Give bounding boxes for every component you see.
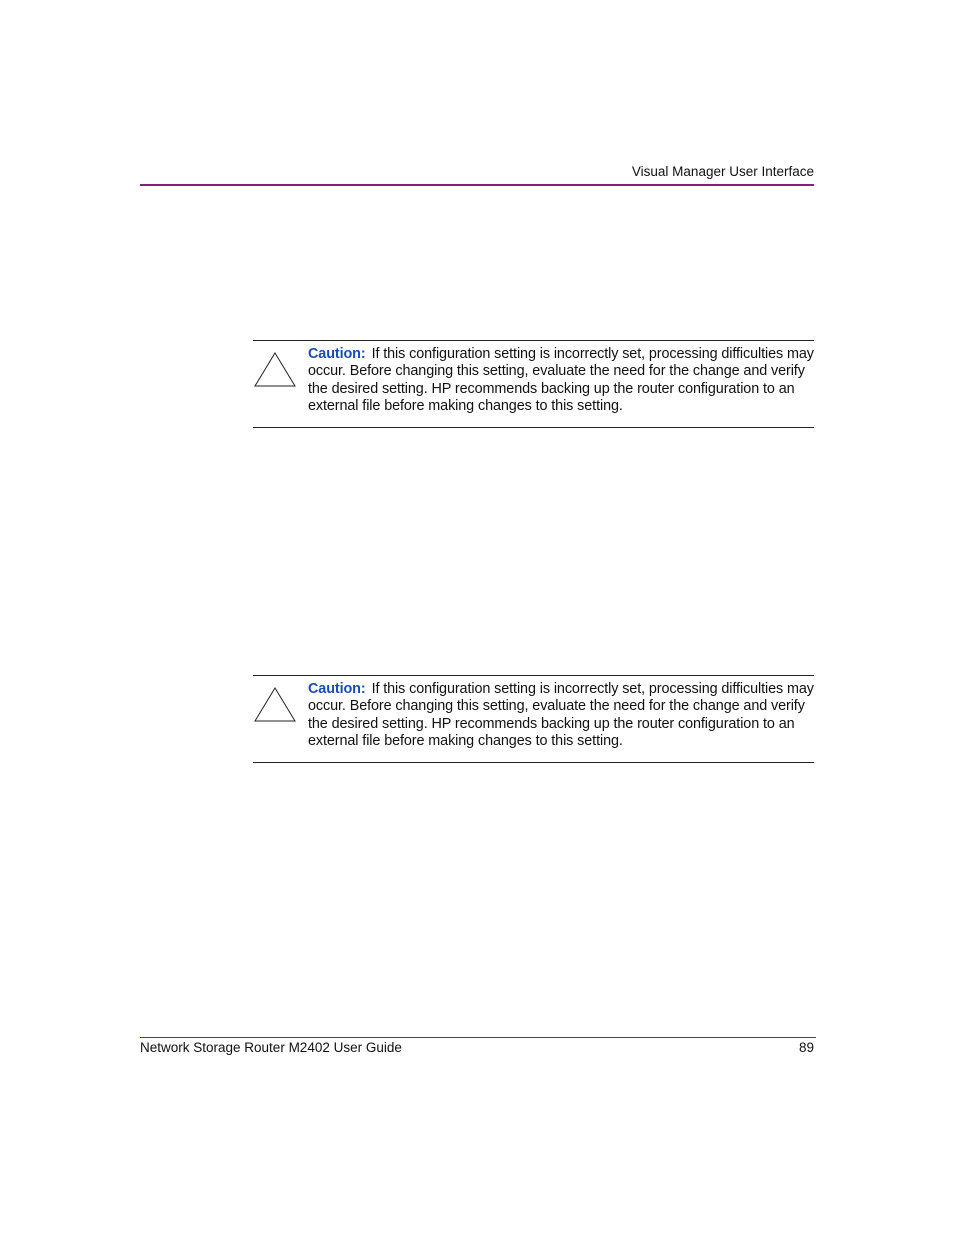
caution-text (308, 681, 814, 751)
caution-notice-1 (253, 340, 814, 428)
caution-label: Caution: (308, 346, 366, 362)
warning-triangle-icon (253, 686, 297, 724)
caution-notice-2 (253, 675, 814, 763)
caution-text (308, 346, 814, 416)
caution-body: If this configuration setting is incorrectly set, processing difficulties may occur. Before changing this setting, evaluate the need for the change and verify the desired setting. HP recommends backing up the router configuration to an external file before making changes to this setting. (308, 346, 814, 415)
footer-rule (140, 1037, 816, 1038)
footer-doc-title: Network Storage Router M2402 User Guide (140, 1040, 402, 1055)
caution-body: If this configuration setting is incorrectly set, processing difficulties may occur. Before changing this setting, evaluate the need for the change and verify the desired setting. HP recommends backing up the router configuration to an external file before making changes to this setting. (308, 681, 814, 750)
caution-label: Caution: (308, 681, 366, 697)
running-header-title: Visual Manager User Interface (631, 164, 814, 179)
page-number: 89 (798, 1040, 814, 1055)
warning-triangle-icon (253, 351, 297, 389)
header-rule (140, 184, 814, 186)
